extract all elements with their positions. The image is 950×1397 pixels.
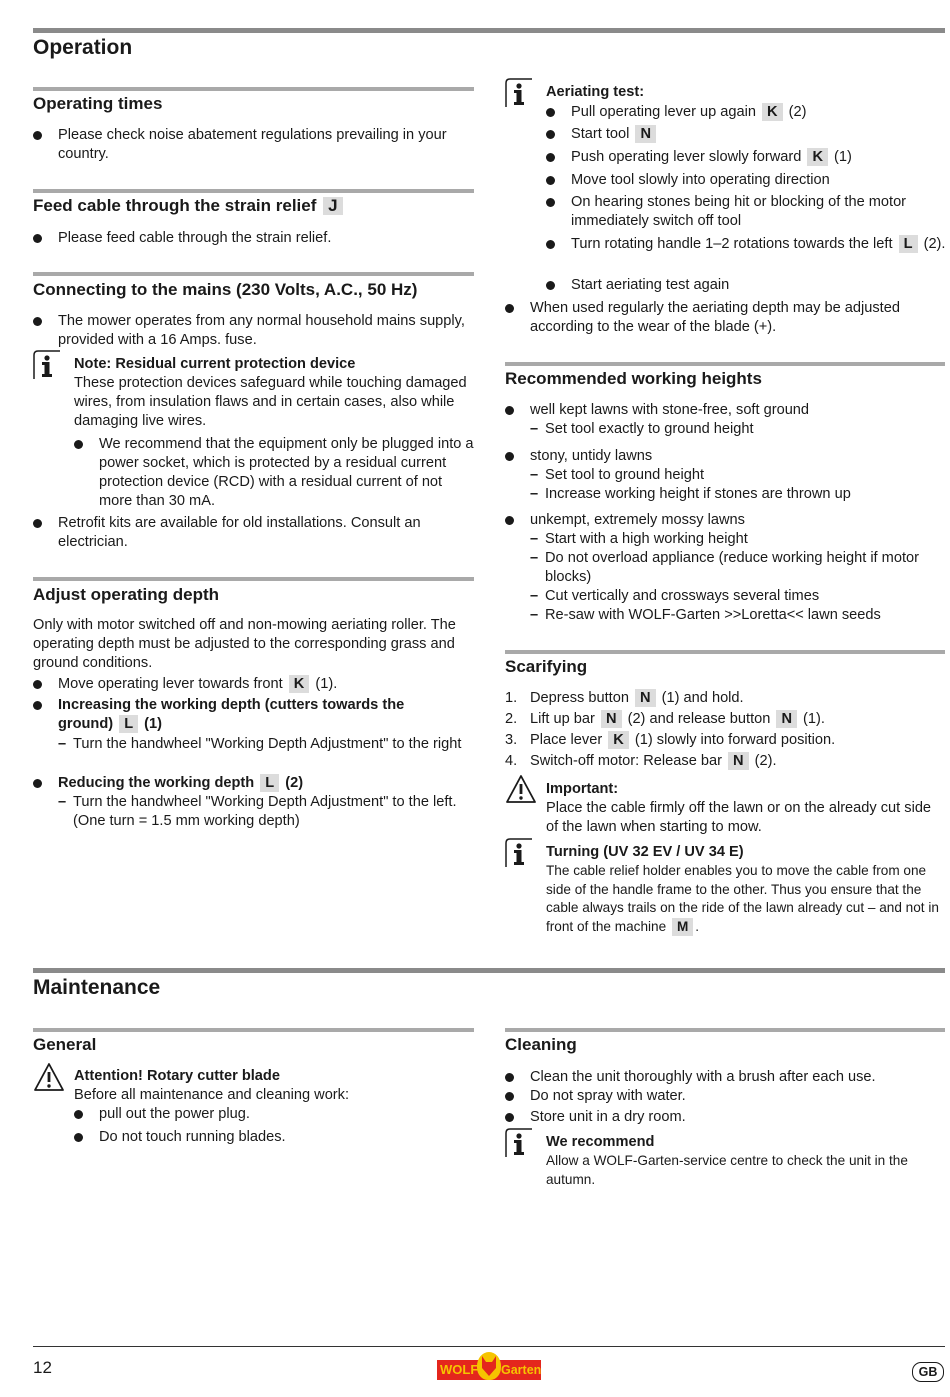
list-item: The mower operates from any normal household mains supply, provided with a 16 Amps. fuse.: [33, 312, 473, 350]
key-label: J: [323, 197, 342, 215]
recommend-text: Allow a WOLF-Garten-service centre to check the unit in the autumn.: [546, 1153, 908, 1187]
aeriating-title: Aeriating test:: [546, 84, 645, 100]
list-item: Retrofit kits are available for old installations. Consult an electrician.: [33, 514, 478, 552]
dash-item: – Turn the handwheel "Working Depth Adjustment" to the right: [58, 735, 473, 754]
list-item: Store unit in a dry room.: [505, 1108, 950, 1127]
key-label: N: [635, 689, 656, 707]
operation-rule: [33, 28, 945, 33]
list-item: Please feed cable through the strain relief.: [33, 229, 478, 248]
turning-title: Turning (UV 32 EV / UV 34 E): [546, 844, 744, 860]
list-item: well kept lawns with stone-free, soft ground: [505, 401, 950, 420]
numbered-item: 1. Depress button N (1) and hold.: [505, 690, 744, 706]
rule: [505, 1028, 945, 1032]
dash-item: – Cut vertically and crossways several times: [530, 587, 945, 606]
note-title: Note: Residual current protection device: [74, 356, 356, 372]
key-label: N: [728, 752, 749, 770]
heading-working-heights: Recommended working heights: [505, 369, 762, 388]
heading-feed-cable: Feed cable through the strain relief J: [33, 196, 345, 216]
numbered-item: 3. Place lever K (1) slowly into forward position.: [505, 732, 836, 748]
turning-text: The cable relief holder enables you to move the cable from one side of the handle frame to the other. Thus you ensure that the cable always trails on the ride of the lawn already cut – and not in front of the machine M .: [546, 863, 939, 934]
list-item: Clean the unit thoroughly with a brush after each use.: [505, 1068, 950, 1087]
info-icon: [505, 1128, 533, 1158]
wolf-garten-logo: [437, 1352, 541, 1382]
key-label: N: [601, 710, 622, 728]
dash-item: – Start with a high working height: [530, 530, 945, 549]
paragraph: Only with motor switched off and non-mowing aeriating roller. The operating depth must be adjusted to the corresponding grass and ground conditions.: [33, 617, 456, 671]
heading-adjust-depth: Adjust operating depth: [33, 585, 220, 604]
numbered-item: 4. Switch-off motor: Release bar N (2).: [505, 753, 777, 769]
list-item: Move operating lever towards front K (1).: [33, 675, 478, 694]
list-item: Reducing the working depth L (2): [33, 774, 478, 793]
key-label: K: [762, 103, 783, 121]
list-item: Please check noise abatement regulations prevailing in your country.: [33, 126, 478, 164]
attention-box: [74, 1067, 474, 1105]
dash-item: – Do not overload appliance (reduce working height if motor blocks): [530, 549, 945, 587]
section-title-operation: Operation: [33, 36, 133, 59]
list-item: On hearing stones being hit or blocking of the motor immediately switch off tool: [546, 193, 946, 231]
warning-icon: [505, 774, 537, 804]
list-item: Start aeriating test again: [546, 276, 950, 295]
key-label: L: [260, 774, 279, 792]
key-label: K: [289, 675, 310, 693]
list-item: stony, untidy lawns: [505, 447, 950, 466]
turning-box: [546, 843, 946, 936]
rule: [33, 577, 474, 581]
key-label: N: [776, 710, 797, 728]
recommend-box: [546, 1133, 946, 1189]
rule: [505, 362, 945, 366]
footer-rule: [33, 1346, 945, 1347]
rule: [505, 650, 945, 654]
dash-item: – Set tool to ground height: [530, 466, 945, 485]
numbered-item: 2. Lift up bar N (2) and release button N (1).: [505, 711, 825, 727]
key-label: L: [899, 235, 918, 253]
list-item: Do not spray with water.: [505, 1087, 950, 1106]
heading-general: General: [33, 1035, 97, 1054]
note-text: These protection devices safeguard while touching damaged wires, from insulation flaws and in certain cases, also while damaging live wires.: [74, 375, 467, 429]
list-item: Push operating lever slowly forward K (1): [546, 148, 950, 167]
list-item: unkempt, extremely mossy lawns: [505, 511, 950, 530]
list-item: Start tool N: [546, 125, 950, 144]
heading-operating-times: Operating times: [33, 94, 163, 113]
country-badge: GB: [912, 1362, 944, 1382]
dash-item: – Re-saw with WOLF-Garten >>Loretta<< lawn seeds: [530, 606, 945, 625]
info-icon: [505, 78, 533, 108]
maintenance-rule: [33, 968, 945, 973]
attention-title: Attention! Rotary cutter blade: [74, 1068, 280, 1084]
key-label: K: [807, 148, 828, 166]
wolf-head-icon: [479, 1354, 499, 1378]
logo-right-text: Garten: [501, 1363, 542, 1377]
heading-scarifying: Scarifying: [505, 657, 588, 676]
warning-icon: [33, 1062, 65, 1092]
important-text: Place the cable firmly off the lawn or on the already cut side of the lawn when starting to mow.: [546, 800, 932, 835]
note-box: [74, 355, 474, 431]
list-item: When used regularly the aeriating depth may be adjusted according to the wear of the blade (+).: [505, 299, 945, 337]
recommend-title: We recommend: [546, 1134, 655, 1150]
key-label: K: [608, 731, 629, 749]
rule: [33, 189, 474, 193]
info-icon: [33, 350, 61, 380]
list-item: pull out the power plug.: [74, 1105, 479, 1124]
list-item: Increasing the working depth (cutters towards the ground) L (1): [33, 696, 478, 734]
heading-cleaning: Cleaning: [505, 1035, 577, 1054]
page-number: 12: [33, 1358, 52, 1377]
key-label: N: [635, 125, 656, 143]
dash-item: – Increase working height if stones are thrown up: [530, 485, 945, 504]
dash-item: – Set tool exactly to ground height: [530, 420, 945, 439]
list-item: Move tool slowly into operating direction: [546, 171, 950, 190]
info-icon: [505, 838, 533, 868]
rule: [33, 272, 474, 276]
section-title-maintenance: Maintenance: [33, 976, 161, 999]
list-item: Do not touch running blades.: [74, 1128, 479, 1147]
list-item: Turn rotating handle 1–2 rotations towards the left L (2).: [546, 235, 946, 254]
rule: [33, 1028, 474, 1032]
important-title: Important:: [546, 781, 619, 797]
logo-left-text: WOLF: [440, 1362, 479, 1377]
heading-mains: Connecting to the mains (230 Volts, A.C., 50 Hz): [33, 280, 418, 299]
dash-item: – Turn the handwheel "Working Depth Adjustment" to the left. (One turn = 1.5 mm working depth): [58, 793, 483, 831]
key-label: M: [672, 918, 693, 936]
important-box: [546, 780, 946, 837]
attention-text: Before all maintenance and cleaning work:: [74, 1087, 350, 1103]
list-item: We recommend that the equipment only be plugged into a power socket, which is protected by a residual current protection device (RCD) with a residual current of not more than 30 mA.: [74, 435, 479, 511]
list-item: Pull operating lever up again K (2): [546, 103, 950, 122]
key-label: L: [119, 715, 138, 733]
rule: [33, 87, 474, 91]
